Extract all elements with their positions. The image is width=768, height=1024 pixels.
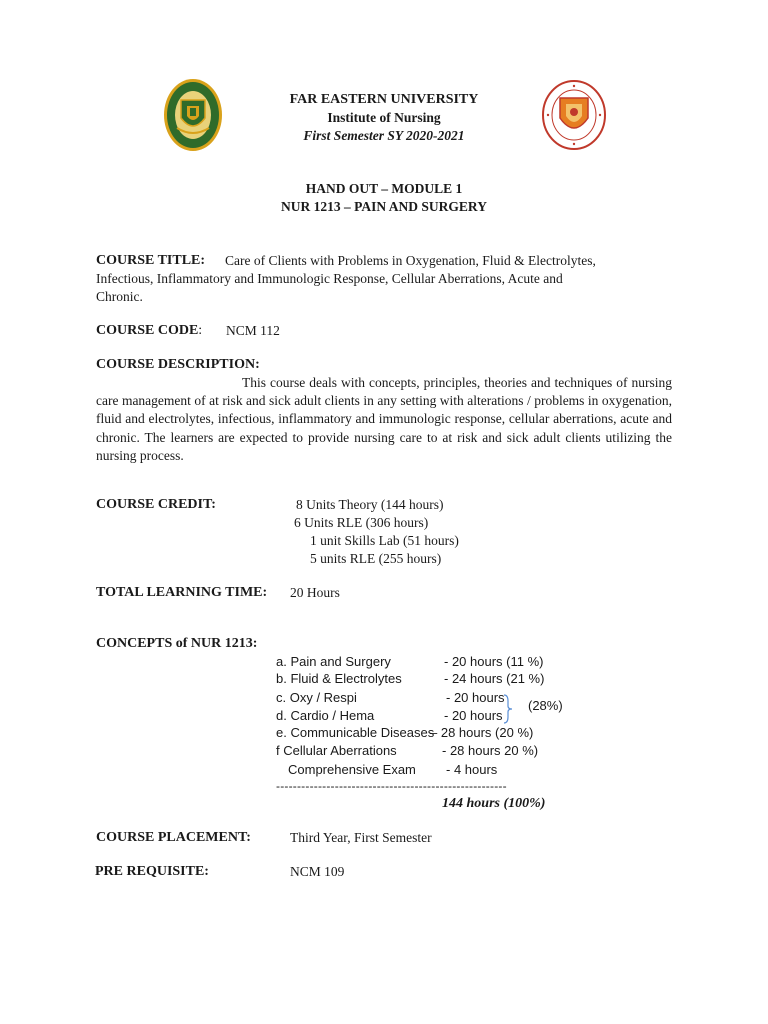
semester-line: First Semester SY 2020-2021 (303, 128, 465, 143)
group-bracket (502, 693, 514, 725)
concept-name: Comprehensive Exam (288, 762, 416, 777)
concepts-total: 144 hours (100%) (442, 796, 546, 811)
concept-hours: - 20 hours (11 %) (444, 654, 544, 669)
course-title-line1: Care of Clients with Problems in Oxygenation, Fluid & Electrolytes, (225, 253, 596, 268)
handout-title: HAND OUT – MODULE 1 (305, 181, 463, 196)
course-title-label: COURSE TITLE: (96, 253, 206, 268)
institute-name: Institute of Nursing (327, 110, 441, 125)
concept-name: b. Fluid & Electrolytes (276, 671, 402, 686)
pre-requisite-value: NCM 109 (290, 864, 345, 879)
credit-line-theory: 8 Units Theory (144 hours) (296, 497, 444, 512)
course-title-line2: Infectious, Inflammatory and Immunologic Response, Cellular Aberrations, Acute and (96, 271, 563, 286)
course-code-value: NCM 112 (226, 323, 280, 338)
concept-hours: - 20 hours (446, 690, 505, 705)
course-title-line3: Chronic. (96, 289, 143, 304)
total-learning-time-label: TOTAL LEARNING TIME: (96, 585, 268, 600)
course-credit-label: COURSE CREDIT: (96, 497, 216, 512)
concepts-divider: ------------------------------------------------------- (276, 779, 507, 793)
pre-requisite-label: PRE REQUISITE: (95, 864, 209, 879)
concept-hours: – 28 hours (20 %) (430, 725, 534, 740)
concept-hours: - 28 hours 20 %) (442, 743, 539, 758)
credit-line-rle: 6 Units RLE (306 hours) (294, 515, 429, 530)
course-description-text: This course deals with concepts, principles, theories and techniques of nursing care management of at risk and sick adult clients in any setting with alterations / problems in oxygenation, fluid and electrolytes, infectious, inflammatory and immunologic response, cellular aberrations, acute and chronic. The learners are expected to provide nursing care to at risk and sick adult clients utilizing the nursing process. (96, 375, 672, 463)
concept-name: c. Oxy / Respi (276, 690, 357, 705)
course-code-colon: : (198, 323, 203, 338)
concept-hours: - 4 hours (446, 762, 498, 777)
concepts-label: CONCEPTS of NUR 1213: (96, 636, 258, 651)
concept-name: e. Communicable Diseases (276, 725, 435, 740)
group-percent: (28%) (528, 698, 563, 713)
credit-line-rle-units: 5 units RLE (255 hours) (310, 551, 442, 566)
course-code-label: COURSE CODE (96, 323, 199, 338)
concept-name: d. Cardio / Hema (276, 708, 375, 723)
university-name: FAR EASTERN UNIVERSITY (289, 92, 479, 107)
course-placement-value: Third Year, First Semester (290, 830, 432, 845)
course-description-label: COURSE DESCRIPTION: (96, 357, 260, 372)
concept-name: a. Pain and Surgery (276, 654, 391, 669)
course-code-row (96, 323, 202, 339)
course-heading: NUR 1213 – PAIN AND SURGERY (281, 199, 487, 214)
total-learning-time-value: 20 Hours (290, 585, 340, 600)
concept-name: f Cellular Aberrations (276, 743, 397, 758)
concept-hours: - 24 hours (21 %) (444, 671, 545, 686)
credit-line-skills-lab: 1 unit Skills Lab (51 hours) (310, 533, 459, 548)
course-placement-label: COURSE PLACEMENT: (96, 830, 251, 845)
concept-hours: - 20 hours (444, 708, 503, 723)
